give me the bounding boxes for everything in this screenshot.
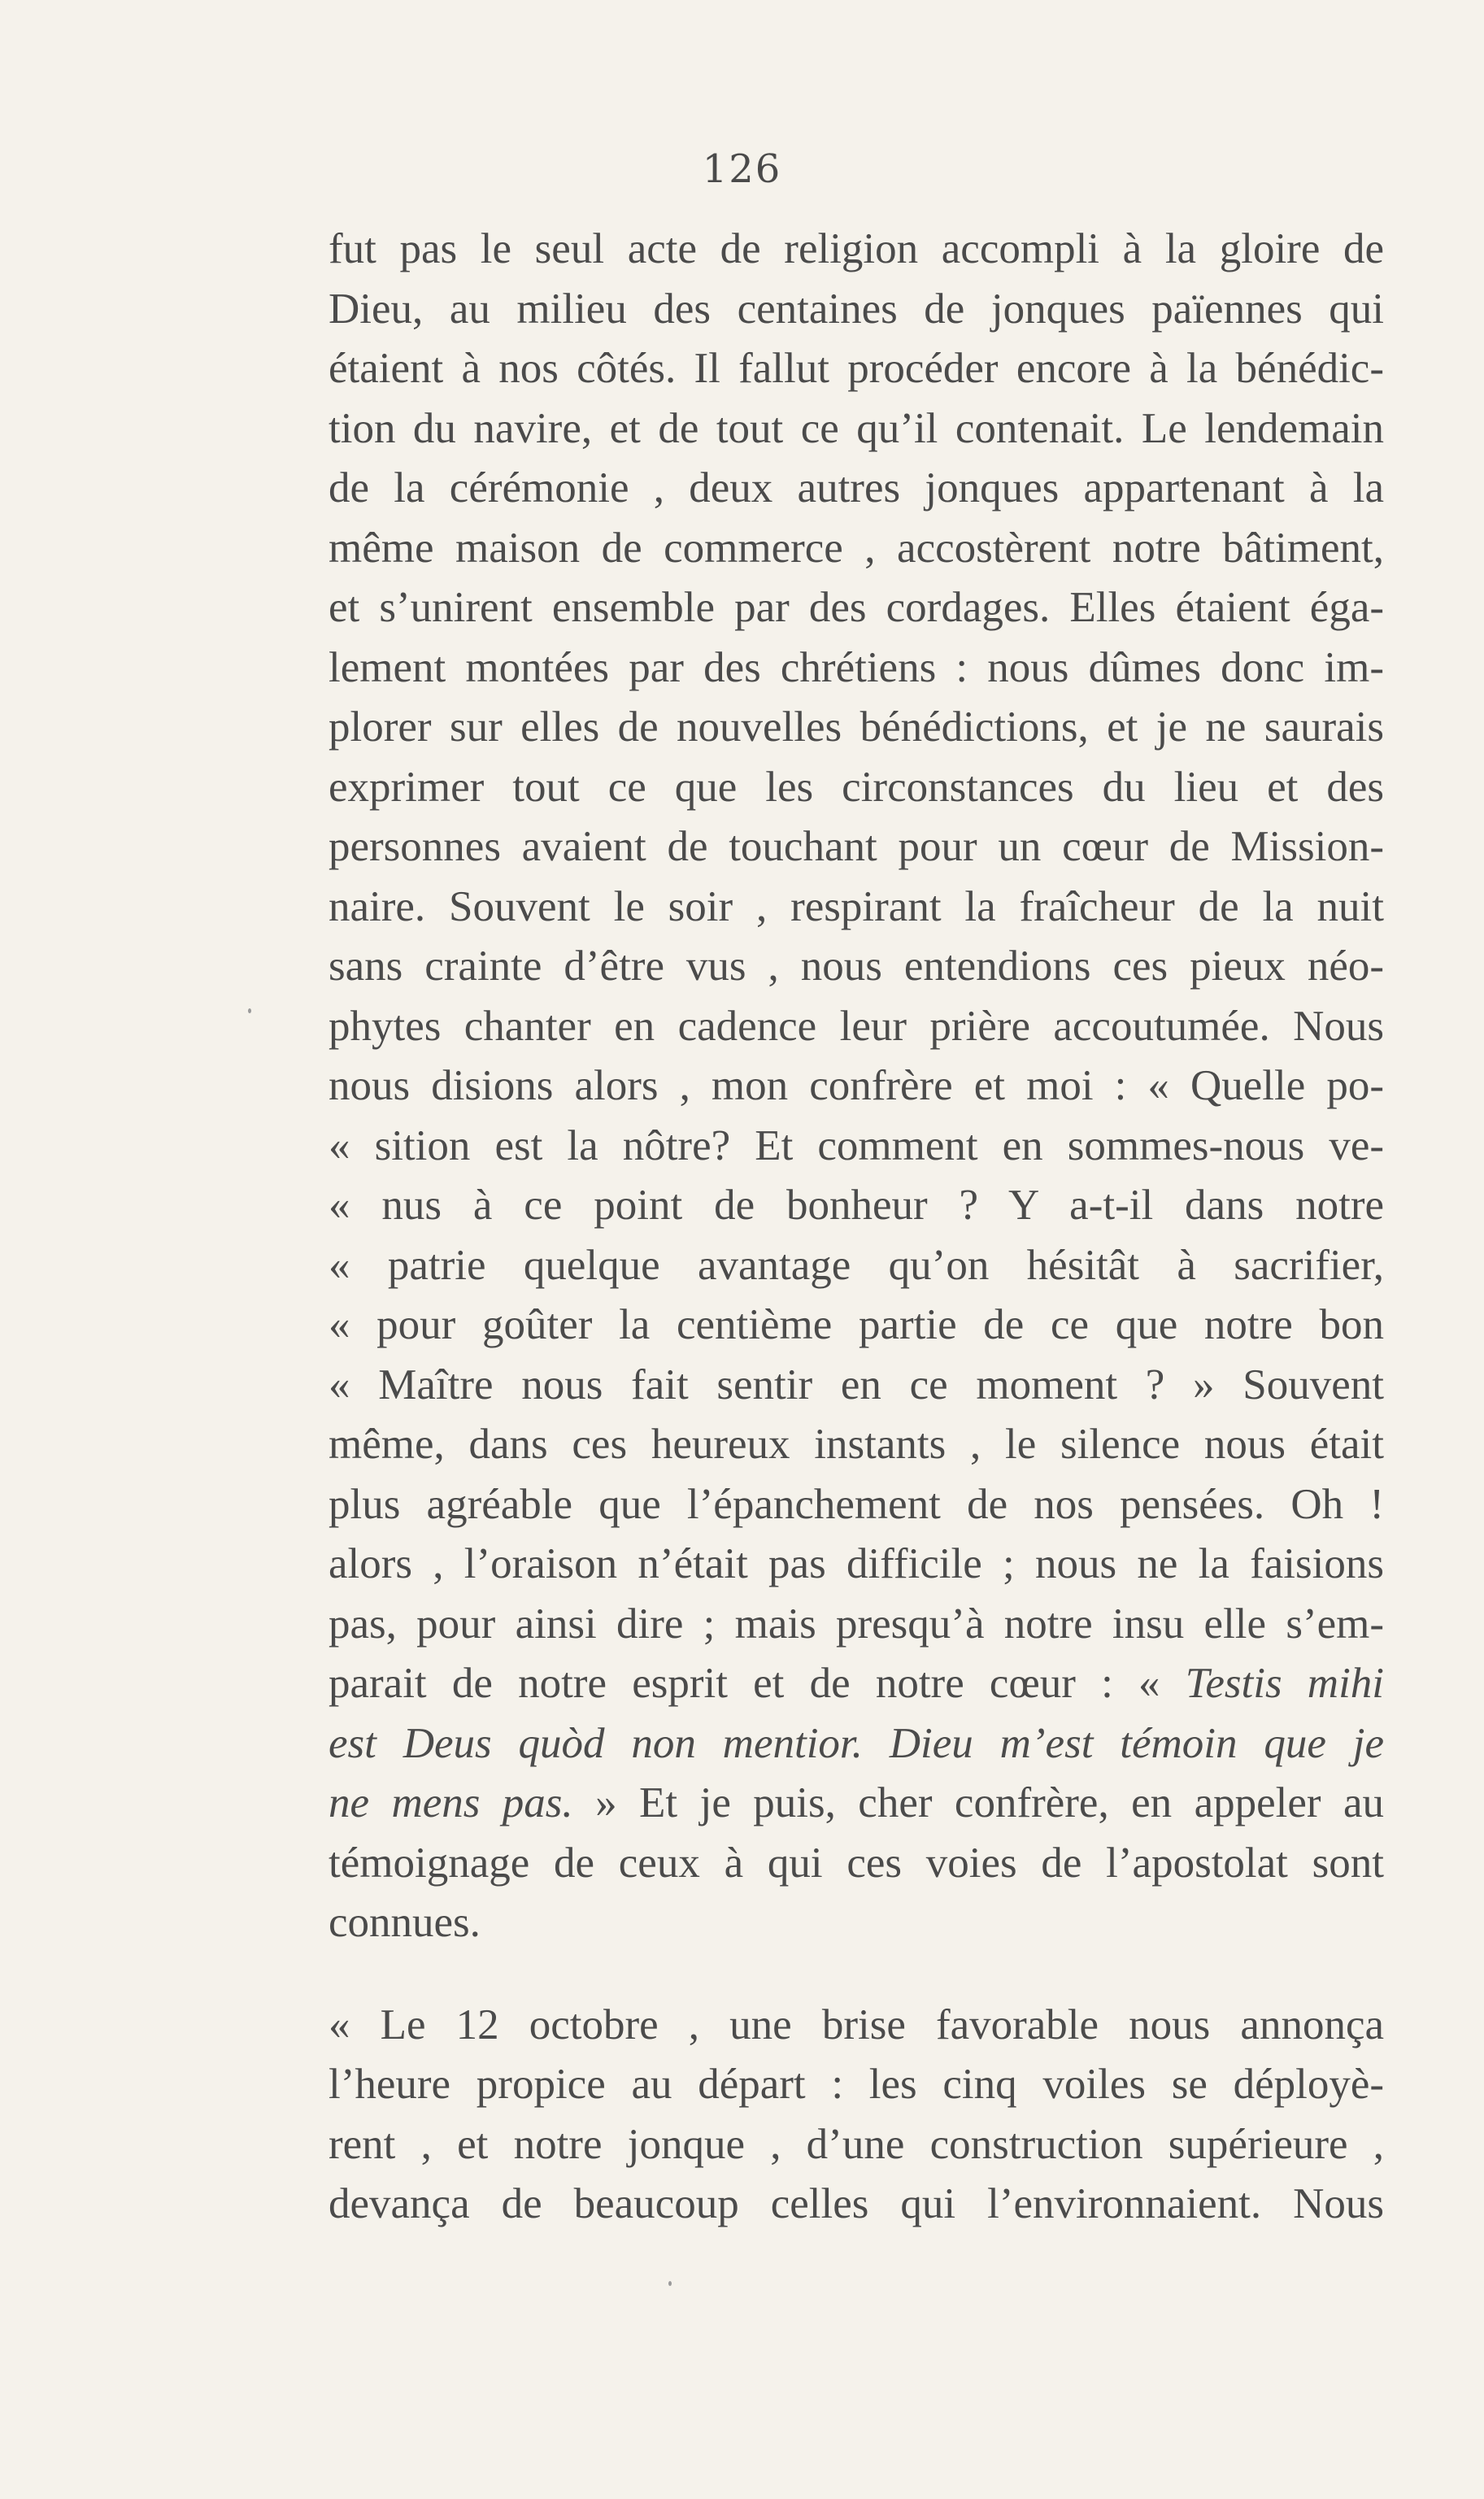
text-line (329, 1714, 1384, 1774)
text-line: l’heure propice au départ : les cinq voiles se déployè- (329, 2061, 1384, 2108)
text-line: pas, pour ainsi dire ; mais presqu’à notre insu elle s’em- (329, 1600, 1384, 1648)
latin-quote: Testis mihi (1185, 1660, 1384, 1707)
text-line: même maison de commerce , accostèrent notre bâtiment, (329, 524, 1384, 572)
text-line: et s’unirent ensemble par des cordages. Elles étaient éga- (329, 584, 1384, 631)
text-line: rent , et notre jonque , d’une construction supérieure , (329, 2120, 1384, 2168)
text-line: « Maître nous fait sentir en ce moment ? » Souvent (329, 1361, 1384, 1408)
page-number: 126 (702, 146, 782, 192)
text-line: naire. Souvent le soir , respirant la fraîcheur de la nuit (329, 882, 1384, 930)
text-line: « nus à ce point de bonheur ? Y a-t-il dans notre (329, 1182, 1384, 1229)
text-line: parait de notre esprit et de notre cœur : « Testis mihi (329, 1660, 1384, 1707)
text-line: fut pas le seul acte de religion accompli à la gloire de (329, 225, 1384, 272)
text-line: « patrie quelque avantage qu’on hésitât à sacrifier, (329, 1241, 1384, 1289)
text-line: témoignage de ceux à qui ces voies de l’apostolat sont (329, 1839, 1384, 1887)
paper-speck (248, 1008, 251, 1013)
text-line: alors , l’oraison n’était pas difficile ; nous ne la faisions (329, 1540, 1384, 1587)
text-line: plus agréable que l’épanchement de nos pensées. Oh ! (329, 1480, 1384, 1528)
text-line: lement montées par des chrétiens : nous dûmes donc im- (329, 643, 1384, 691)
text-line: même, dans ces heureux instants , le silence nous était (329, 1421, 1384, 1468)
paper-speck (668, 2281, 672, 2286)
text-line: de la cérémonie , deux autres jonques appartenant à la (329, 464, 1384, 512)
body-text (329, 220, 1384, 2235)
latin-quote: est Deus quòd non mentior. Dieu m’est témoin que je (329, 1719, 1384, 1767)
text-line: tion du navire, et de tout ce qu’il contenait. Le lendemain (329, 404, 1384, 452)
text-line: étaient à nos côtés. Il fallut procéder encore à la bénédic- (329, 345, 1384, 392)
text-line: nous disions alors , mon confrère et moi : « Quelle po- (329, 1062, 1384, 1109)
text-line: plorer sur elles de nouvelles bénédictions, et je ne saurais (329, 703, 1384, 751)
text-line: ne mens pas. » Et je puis, cher confrère, en appeler au (329, 1779, 1384, 1826)
text-line: sans crainte d’être vus , nous entendions ces pieux néo- (329, 943, 1384, 990)
text-line: connues. (329, 1899, 481, 1946)
latin-quote: ne mens pas. (329, 1779, 573, 1826)
text-line: exprimer tout ce que les circonstances du lieu et des (329, 763, 1384, 811)
text-line: devança de beaucoup celles qui l’environnaient. Nous (329, 2180, 1384, 2227)
text-line: Dieu, au milieu des centaines de jonques païennes qui (329, 285, 1384, 333)
text-line: phytes chanter en cadence leur prière accoutumée. Nous (329, 1002, 1384, 1050)
text-line: « sition est la nôtre? Et comment en sommes-nous ve- (329, 1121, 1384, 1169)
text-line: personnes avaient de touchant pour un cœur de Mission- (329, 823, 1384, 870)
paragraph-start-line: « Le 12 octobre , une brise favorable nous annonça (329, 2001, 1384, 2048)
text-line: « pour goûter la centième partie de ce que notre bon (329, 1301, 1384, 1348)
